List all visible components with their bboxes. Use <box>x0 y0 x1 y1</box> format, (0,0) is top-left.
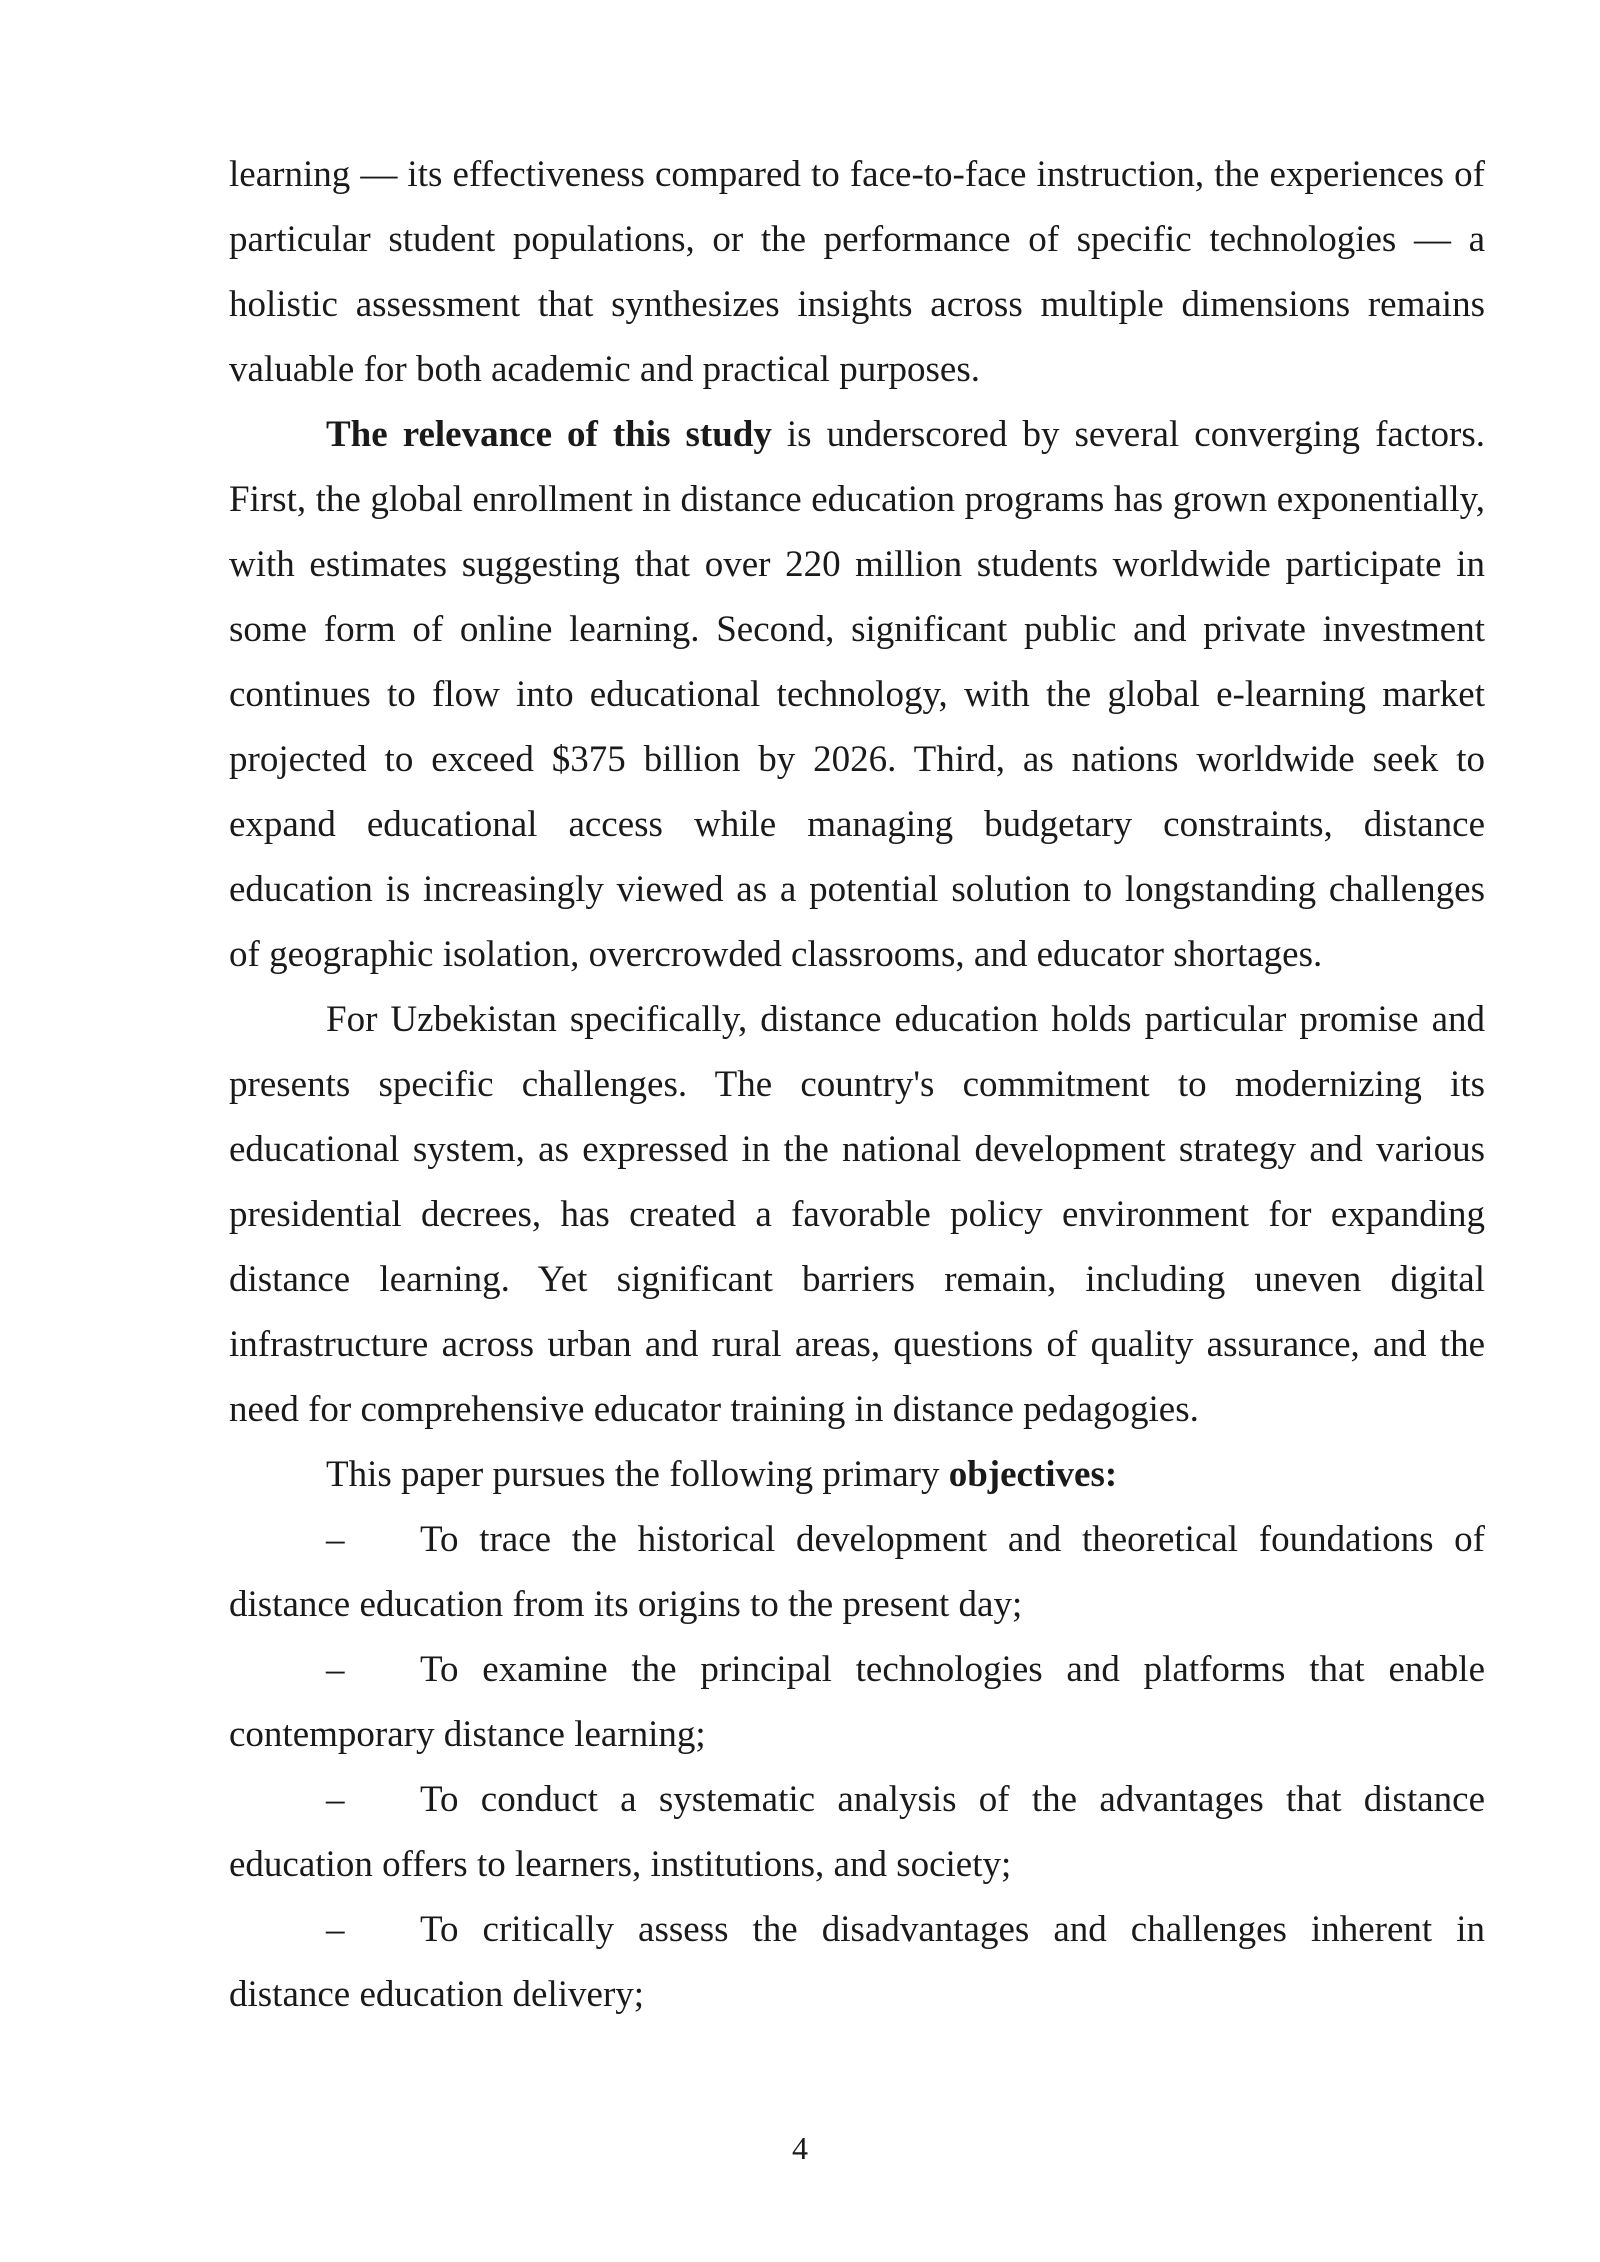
objective-item <box>229 1767 1485 1897</box>
objective-item <box>229 1637 1485 1767</box>
paragraph-continuation <box>229 142 1485 402</box>
bold-lead-phrase: The relevance of this study <box>326 414 772 455</box>
paragraph-text: For Uzbekistan specifically, distance education holds particular promise and presents specific challenges. The country's commitment to modernizing its educational system, as expressed in the national development strategy and various presidential decrees, has created a favorable policy environment for expanding distance learning. Yet significant barriers remain, including uneven digital infrastructure across urban and rural areas, questions of quality assurance, and the need for comprehensive educator training in distance pedagogies. <box>229 999 1485 1430</box>
objective-item <box>229 1897 1485 2027</box>
paragraph-relevance <box>229 402 1485 987</box>
list-dash: – <box>326 1909 345 1950</box>
objective-text: To examine the principal technologies and platforms that enable contemporary distance learning; <box>229 1649 1485 1755</box>
paragraph-text: is underscored by several converging factors. First, the global enrollment in distance education programs has grown exponentially, with estimates suggesting that over 220 million students worldwide participate in some form of online learning. Second, significant public and private investment continues to flow into educational technology, with the global e-learning market projected to exceed $375 billion by 2026. Third, as nations worldwide seek to expand educational access while managing budgetary constraints, distance education is increasingly viewed as a potential solution to longstanding challenges of geographic isolation, overcrowded classrooms, and educator shortages. <box>229 414 1485 975</box>
page-body <box>229 142 1485 2027</box>
objective-text: To trace the historical development and theoretical foundations of distance education from its origins to the present day; <box>229 1519 1485 1625</box>
objective-text: To critically assess the disadvantages and challenges inherent in distance education delivery; <box>229 1909 1485 2015</box>
list-dash: – <box>326 1519 345 1560</box>
paragraph-text: This paper pursues the following primary <box>326 1454 949 1495</box>
list-dash: – <box>326 1779 345 1820</box>
paragraph-objectives-intro <box>229 1442 1485 1507</box>
bold-objectives-word: objectives: <box>948 1454 1118 1495</box>
paragraph-text: learning — its effectiveness compared to face-to-face instruction, the experiences of particular student populations, or the performance of specific technologies — a holistic assessment that synthesizes insights across multiple dimensions remains valuable for both academic and practical purposes. <box>229 154 1485 390</box>
paragraph-uzbekistan <box>229 987 1485 1442</box>
list-dash: – <box>326 1649 345 1690</box>
objective-text: To conduct a systematic analysis of the advantages that distance education offers to learners, institutions, and society; <box>229 1779 1485 1885</box>
page-number: 4 <box>792 2130 808 2166</box>
objective-item <box>229 1507 1485 1637</box>
